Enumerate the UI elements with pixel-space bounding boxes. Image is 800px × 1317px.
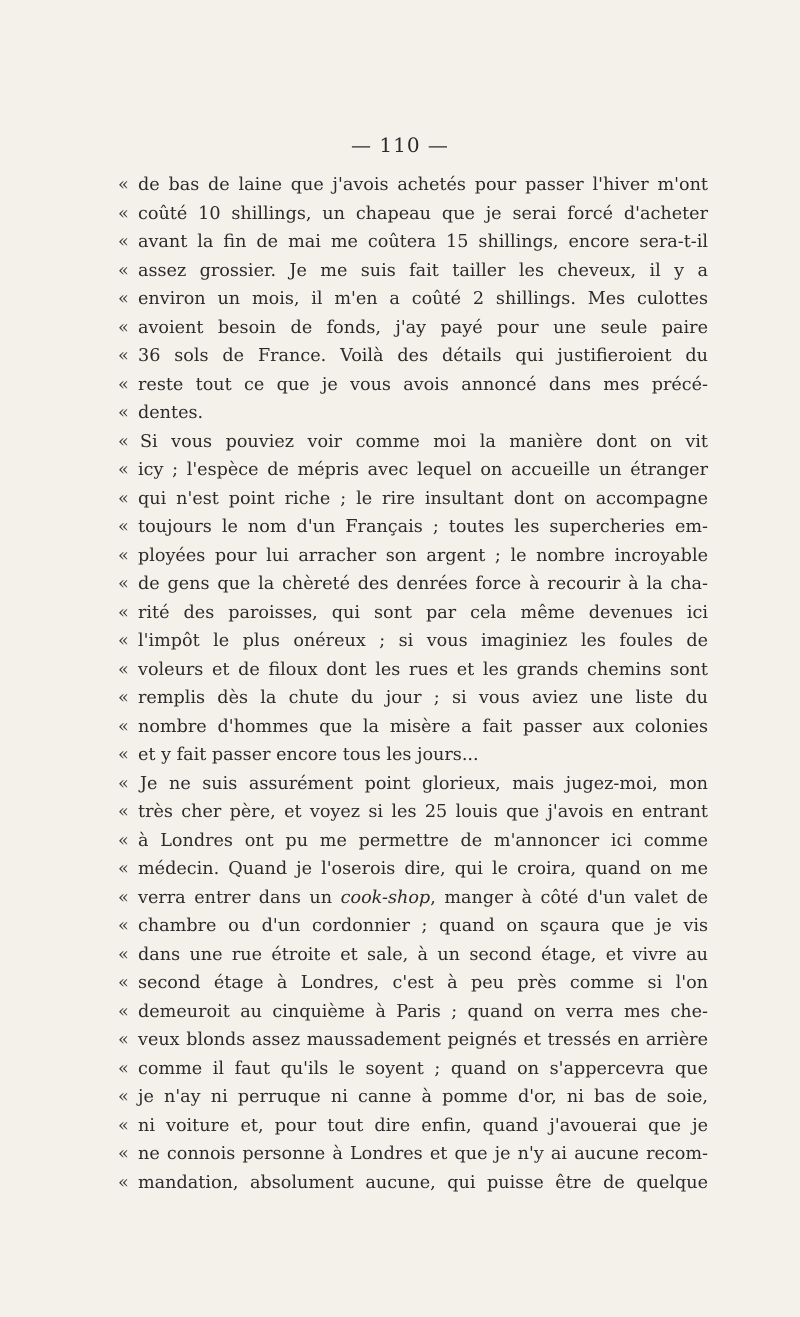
- line-text: assez grossier. Je me suis fait tailler les cheveux, il y a: [138, 260, 708, 281]
- text-line: [118, 1140, 708, 1169]
- quote-mark: «: [118, 944, 129, 965]
- quote-mark: «: [118, 802, 129, 822]
- line-text: verra entrer dans un: [138, 887, 341, 908]
- text-line: [118, 285, 708, 314]
- quote-mark: «: [118, 260, 129, 281]
- text-line: [118, 570, 708, 599]
- quote-mark: «: [118, 688, 129, 708]
- text-line: [118, 1169, 708, 1198]
- text-line: [118, 513, 708, 542]
- line-text: chambre ou d'un cordonnier ; quand on sçaura que je vis: [138, 916, 708, 936]
- quote-mark: «: [118, 773, 129, 794]
- text-line: [118, 770, 708, 799]
- line-text: mandation, absolument aucune, qui puisse être de quelque: [138, 1172, 708, 1193]
- text-line: [118, 485, 708, 514]
- quote-mark: «: [118, 887, 129, 908]
- text-line: [118, 428, 708, 457]
- line-text: dentes.: [138, 403, 204, 423]
- line-text: avant la fin de mai me coûtera 15 shillings, encore sera-t-il: [138, 232, 708, 252]
- text-line: [118, 314, 708, 343]
- text-line: [118, 542, 708, 571]
- line-text: , manger à côté d'un valet de: [430, 887, 708, 908]
- italic-term: cook-shop: [340, 887, 431, 908]
- text-line: [118, 998, 708, 1027]
- line-text: toujours le nom d'un Français ; toutes les supercheries em-: [138, 517, 708, 537]
- line-text: à Londres ont pu me permettre de m'annoncer ici comme: [138, 830, 708, 851]
- text-line: [118, 912, 708, 941]
- text-line: [118, 741, 708, 770]
- text-line: [118, 228, 708, 257]
- line-text: et y fait passer encore tous les jours...: [138, 745, 479, 765]
- line-text: demeuroit au cinquième à Paris ; quand on verra mes che-: [138, 1001, 708, 1022]
- quote-mark: «: [118, 1115, 129, 1136]
- text-line: [118, 941, 708, 970]
- line-text: reste tout ce que je vous avois annoncé dans mes précé-: [138, 374, 708, 395]
- quote-mark: «: [118, 1058, 129, 1079]
- quote-mark: «: [118, 431, 129, 452]
- line-text: très cher père, et voyez si les 25 louis que j'avois en entrant: [138, 802, 708, 822]
- quote-mark: «: [118, 1001, 129, 1022]
- text-line: [118, 1112, 708, 1141]
- text-line: [118, 257, 708, 286]
- quote-mark: «: [118, 346, 129, 366]
- quote-mark: «: [118, 1087, 129, 1107]
- text-line: [118, 627, 708, 656]
- text-line: [118, 827, 708, 856]
- text-line: [118, 200, 708, 229]
- line-text: médecin. Quand je l'oserois dire, qui le croira, quand on me: [138, 859, 708, 879]
- quote-mark: «: [118, 203, 129, 224]
- line-text: Je ne suis assurément point glorieux, mais jugez-moi, mon: [140, 773, 708, 794]
- quote-mark: «: [118, 659, 129, 680]
- quote-mark: «: [118, 745, 129, 765]
- quote-mark: «: [118, 1144, 129, 1164]
- line-text: Si vous pouviez voir comme moi la manière dont on vit: [140, 431, 708, 452]
- quote-mark: «: [118, 374, 129, 395]
- text-line: [118, 884, 708, 913]
- text-line: [118, 656, 708, 685]
- line-text: 36 sols de France. Voilà des détails qui justifieroient du: [138, 346, 708, 366]
- quote-mark: «: [118, 1172, 129, 1193]
- text-line: [118, 1026, 708, 1055]
- quote-mark: «: [118, 716, 129, 737]
- text-line: [118, 371, 708, 400]
- text-line: [118, 342, 708, 371]
- quote-mark: «: [118, 973, 129, 993]
- text-line: [118, 969, 708, 998]
- line-text: voleurs et de filoux dont les rues et les grands chemins sont: [138, 659, 708, 680]
- body-text: [118, 171, 708, 1197]
- quote-mark: «: [118, 317, 129, 338]
- quote-mark: «: [118, 574, 129, 594]
- text-line: [118, 713, 708, 742]
- line-text: environ un mois, il m'en a coûté 2 shillings. Mes culottes: [138, 289, 708, 309]
- quote-mark: «: [118, 175, 129, 195]
- quote-mark: «: [118, 859, 129, 879]
- line-text: remplis dès la chute du jour ; si vous aviez une liste du: [138, 688, 708, 708]
- quote-mark: «: [118, 602, 129, 623]
- line-text: comme il faut qu'ils le soyent ; quand on s'appercevra que: [138, 1058, 708, 1079]
- text-line: [118, 798, 708, 827]
- quote-mark: «: [118, 289, 129, 309]
- line-text: coûté 10 shillings, un chapeau que je serai forcé d'acheter: [138, 203, 708, 224]
- line-text: de gens que la chèreté des denrées force à recourir à la cha-: [138, 574, 708, 594]
- text-line: [118, 171, 708, 200]
- line-text: ployées pour lui arracher son argent ; le nombre incroyable: [138, 545, 708, 566]
- line-text: je n'ay ni perruque ni canne à pomme d'or, ni bas de soie,: [138, 1087, 708, 1107]
- quote-mark: «: [118, 830, 129, 851]
- line-text: nombre d'hommes que la misère a fait passer aux colonies: [138, 716, 708, 737]
- text-line: [118, 399, 708, 428]
- quote-mark: «: [118, 916, 129, 936]
- quote-mark: «: [118, 1030, 129, 1050]
- quote-mark: «: [118, 488, 129, 509]
- line-text: de bas de laine que j'avois achetés pour passer l'hiver m'ont: [138, 175, 708, 195]
- line-text: rité des paroisses, qui sont par cela même devenues ici: [138, 602, 708, 623]
- line-text: ni voiture et, pour tout dire enfin, quand j'avouerai que je: [138, 1115, 708, 1136]
- line-text: ne connois personne à Londres et que je n'y ai aucune recom-: [138, 1144, 708, 1164]
- quote-mark: «: [118, 403, 129, 423]
- text-line: [118, 599, 708, 628]
- text-line: [118, 684, 708, 713]
- line-text: veux blonds assez maussadement peignés et tressés en arrière: [138, 1030, 708, 1050]
- text-line: [118, 456, 708, 485]
- line-text: dans une rue étroite et sale, à un second étage, et vivre au: [138, 944, 708, 965]
- text-line: [118, 855, 708, 884]
- quote-mark: «: [118, 545, 129, 566]
- line-text: l'impôt le plus onéreux ; si vous imaginiez les foules de: [138, 631, 708, 651]
- line-text: icy ; l'espèce de mépris avec lequel on accueille un étranger: [138, 460, 708, 480]
- line-text: avoient besoin de fonds, j'ay payé pour une seule paire: [138, 317, 708, 338]
- quote-mark: «: [118, 232, 129, 252]
- quote-mark: «: [118, 631, 129, 651]
- quote-mark: «: [118, 460, 129, 480]
- line-text: qui n'est point riche ; le rire insultant dont on accompagne: [138, 488, 708, 509]
- page-number: — 110 —: [351, 133, 449, 157]
- text-line: [118, 1055, 708, 1084]
- text-line: [118, 1083, 708, 1112]
- line-text: second étage à Londres, c'est à peu près comme si l'on: [138, 973, 708, 993]
- quote-mark: «: [118, 517, 129, 537]
